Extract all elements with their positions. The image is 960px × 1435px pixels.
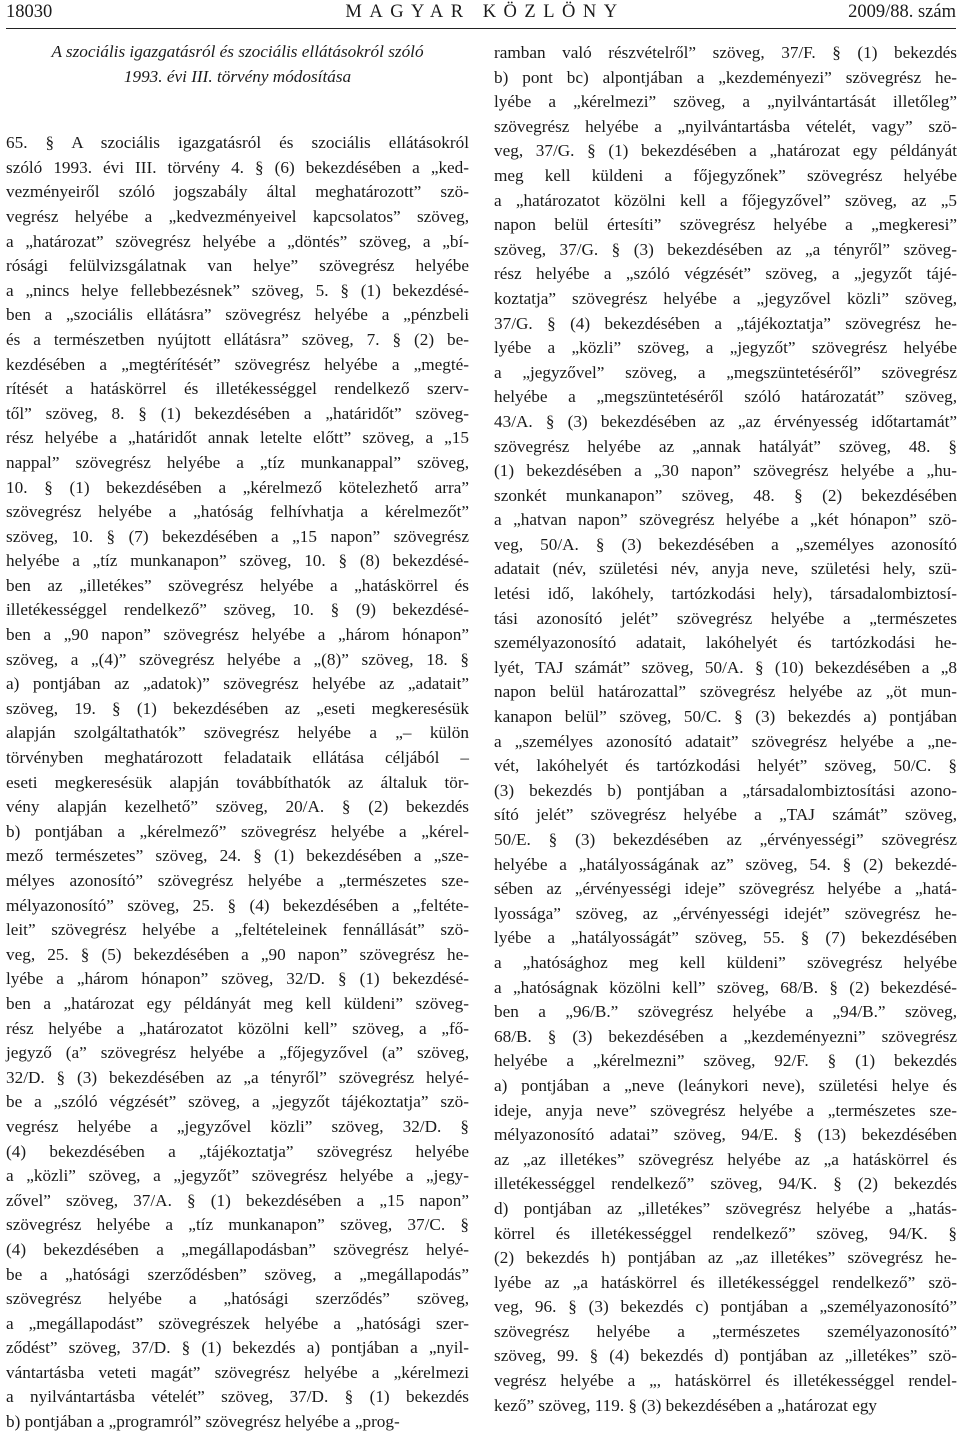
text-line: a „személyes azonosító adatait” szövegrész helyébe a „ne- (494, 731, 957, 751)
text-line: a) pontjában az „adatok)” szövegrész helyébe az „adatait” (6, 674, 469, 694)
text-line: lyébe a „közli” szöveg, a „jegyzőt” szövegrész helyébe (494, 338, 957, 358)
text-line: mélyazonosító adatai” szöveg, 94/E. § (13) bekezdésében (494, 1125, 957, 1145)
text-line: ben a „szociális ellátásra” szövegrész helyébe a „pénzbeli (6, 305, 469, 325)
text-line: szövegrész helyébe a „természetes személyazonosító” (494, 1321, 957, 1341)
text-line: be a „hatósági szerződésben” szöveg, a „megállapodás” (6, 1264, 469, 1284)
text-line: a nyilvántartásba vételét” szöveg, 37/D. § (1) bekezdés (6, 1387, 469, 1407)
text-line: és a természetben nyújtott ellátásra” szöveg, 7. § (2) be- (6, 329, 469, 349)
text-line: veg, 37/G. § (1) bekezdésében a „határozat egy példányát (494, 141, 957, 161)
text-line: szövegrész helyébe a „tíz munkanapon” szöveg, 37/C. § (6, 1215, 469, 1235)
text-line: szonkét munkanapon” szöveg, 48. § (2) bekezdésében (494, 485, 957, 505)
text-line: lyét, TAJ számát” szöveg, 50/A. § (10) bekezdésében a „8 (494, 657, 957, 677)
text-line: szöveg, 37/G. § (3) bekezdésében az „a tényről” szöveg- (494, 239, 957, 259)
text-line: a) pontjában a „neve (leánykori neve), születési helye és (494, 1075, 957, 1095)
text-line: rész helyébe a „szóló végzését” szöveg, a „jegyzőt tájé- (494, 264, 957, 284)
text-line: rósági felülvizsgálatnak van helye” szövegrész helyébe (6, 256, 469, 276)
issue-number: 2009/88. szám (848, 2, 956, 22)
text-line: adatait (név, születési név, anyja neve, születési hely, szü- (494, 559, 957, 579)
text-line: mélyes azonosító” szövegrész helyébe a „természetes sze- (6, 871, 469, 890)
text-line: rész helyébe a „határozatot közölni kell” szöveg, a „fő- (6, 1018, 469, 1038)
text-line: vegrész helyébe a „kedvezményeivel kapcsolatos” szöveg, (6, 206, 469, 226)
text-line: kezdésében a „megtérítését” szövegrész helyébe a „megté- (6, 354, 469, 374)
text-line: letési idő, lakóhely, tartózkodási hely), társadalombiztosí- (494, 584, 957, 604)
text-line: lyébe a „három hónapon” szöveg, 32/D. § (1) bekezdésé- (6, 969, 469, 989)
text-line: jegyző (a” szövegrész helyébe a „főjegyzővel (a” szöveg, (6, 1043, 469, 1063)
text-line: 68/B. § (3) bekezdésében a „kezdeményezni” szövegrész (494, 1026, 957, 1046)
text-line: koztatja” szövegrész helyébe a „jegyzővel közli” szöveg, (494, 288, 957, 308)
text-line: b) pontjában a „kérelmező” szövegrész helyébe a „kérel- (6, 821, 469, 841)
text-line: ben a „90 napon” szövegrész helyébe a „három hónapon” (6, 625, 469, 645)
text-line: (4) bekezdésében a „tájékoztatja” szövegrész helyébe (6, 1141, 469, 1161)
right-column (494, 41, 957, 1418)
text-line: szöveg, 19. § (1) bekezdésében az „eseti megkeresésük (6, 698, 469, 718)
text-line: (3) bekezdés b) pontjában a „társadalombiztosítási azono- (494, 780, 957, 800)
text-line: lyébe a „hatályosságát” szöveg, 55. § (7) bekezdésében (494, 928, 957, 948)
text-line: a „nincs helye fellebbezésnek” szöveg, 5. § (1) bekezdésé- (6, 280, 469, 300)
text-line: lyébe a „kérelmezi” szöveg, a „nyilvántartását illetőleg” (494, 92, 957, 112)
text-line: lyossága” szöveg, az „érvényességi idejét” szövegrész he- (494, 903, 957, 923)
text-line: a „határozat” szövegrész helyébe a „döntés” szöveg, a „bí- (6, 231, 469, 251)
section-title-line: 1993. évi III. törvény módosítása (123, 66, 352, 86)
text-line: zővel” szöveg, 37/A. § (1) bekezdésében a „15 napon” (6, 1190, 469, 1210)
text-line: ideje, anyja neve” szövegrész helyébe a „természetes sze- (494, 1100, 957, 1120)
text-line: 43/A. § (3) bekezdésében az „az érvényesség időtartamát” (494, 411, 957, 431)
text-line: a „határozatot közölni kell a főjegyzővel” szöveg, az „5 (494, 190, 957, 210)
text-line: ben a „96/B.” szövegrész helyébe a „94/B.” szöveg, (494, 1002, 957, 1022)
text-line: be a „szóló végzését” szöveg, a „jegyzőt tájékoztatja” szö- (6, 1092, 469, 1112)
text-line: vezményeiről szóló jogszabály által meghatározott” szö- (6, 182, 469, 202)
left-column (6, 40, 469, 1435)
text-line: a „hatóságnak közölni kell” szöveg, 68/B. § (2) bekezdésé- (494, 977, 957, 997)
text-line: szövegrész helyébe a „hatóság felhívhatja a kérelmezőt” (6, 502, 469, 522)
text-line: vét, lakóhelyét és tartózkodási helyét” szöveg, 50/C. § (494, 756, 957, 776)
page-header (6, 2, 956, 29)
text-line: a „közli” szöveg, a „jegyzőt” szövegrész helyébe a „jegy- (6, 1166, 469, 1186)
text-line: kanapon belül” szöveg, 50/C. § (3) bekezdés a) pontjában (494, 707, 957, 727)
text-line: szöveg, a „(4)” szövegrész helyébe a „(8)” szöveg, 18. § (6, 649, 469, 669)
text-line: vegrész helyébe a „jegyzővel közli” szöveg, 32/D. § (6, 1116, 469, 1136)
text-line: napon belül értesíti” szövegrész helyébe a „megkeresi” (494, 215, 957, 235)
text-line: vegrész helyébe a „, hatáskörrel és illetékességgel rendel- (494, 1371, 957, 1391)
text-line: rész helyébe a „határidőt annak letelte előtt” szöveg, a „15 (6, 428, 469, 448)
text-line: veg, 25. § (5) bekezdésében a „90 napon” szövegrész he- (6, 944, 469, 964)
text-line: ramban való részvételről” szöveg, 37/F. § (1) bekezdés (494, 43, 957, 62)
text-line: mező természetes” szöveg, 24. § (1) bekezdésében a „sze- (6, 846, 469, 866)
text-line: b) pontjában a „programról” szövegrész helyébe a „prog- (6, 1412, 400, 1432)
right-body-text (494, 41, 957, 1418)
text-line: sében az „érvényességi ideje” szövegrész helyébe a „hatá- (494, 879, 957, 899)
text-line: szövegrész helyébe a „hatósági szerződés” szöveg, (6, 1289, 469, 1309)
text-line: helyébe a „hatályosságának az” szöveg, 54. § (2) bekezdé- (494, 854, 957, 874)
text-line: szöveg, 10. § (7) bekezdésében a „15 napon” szövegrész (6, 526, 469, 546)
text-line: től” szöveg, 8. § (1) bekezdésében a „határidőt” szöveg- (6, 403, 469, 423)
text-line: 65. § A szociális igazgatásról és szociális ellátásokról (6, 133, 469, 153)
text-line: 50/E. § (3) bekezdésében az „érvényességi” szövegrész (494, 830, 957, 849)
text-line: vény alapján kezelhető” szöveg, 20/A. § (2) bekezdés (6, 797, 469, 817)
page-number: 18030 (6, 2, 53, 22)
text-line: b) pont bc) alpontjában a „kezdeményezi” szövegrész he- (494, 67, 957, 87)
section-title-line: A szociális igazgatásról és szociális ellátásokról szóló (51, 42, 424, 61)
text-line: nappal” szövegrész helyébe a „tíz munkanappal” szöveg, (6, 452, 469, 472)
text-line: sító jelét” szövegrész helyébe a „TAJ számát” szöveg, (494, 805, 957, 825)
text-line: személyazonosító adatait, lakóhelyét és tartózkodási he- (494, 633, 957, 653)
text-line: tási azonosító jelét” szövegrész helyébe a „természetes (494, 608, 957, 628)
text-line: körrel és illetékességgel rendelkező” szöveg, 94/K. § (494, 1223, 957, 1243)
text-line: 37/G. § (4) bekezdésében a „tájékoztatja” szövegrész he- (494, 313, 957, 333)
title-spacer (6, 89, 469, 131)
journal-title: MAGYAR KÖZLÖNY (345, 2, 625, 22)
text-line: vántartásba veteti magát” szövegrész helyébe a „kérelmezi (6, 1362, 469, 1382)
text-line: veg, 50/A. § (3) bekezdésében a „személyes azonosító (494, 534, 957, 554)
text-line: az „az illetékes” szövegrész helyébe az „a hatáskörrel és (494, 1149, 957, 1169)
text-line: illetékességgel rendelkező” szöveg, 94/K. § (2) bekezdés (494, 1174, 957, 1194)
text-line: (2) bekezdés h) pontjában az „az illetékes” szövegrész he- (494, 1248, 957, 1268)
text-line: illetékességgel rendelkező” szöveg, 10. § (9) bekezdésé- (6, 600, 469, 620)
left-body-text (6, 131, 469, 1434)
text-line: a „hatvan napon” szövegrész helyébe a „két hónapon” szö- (494, 510, 957, 530)
text-line: napon belül határozattal” szövegrész helyébe az „öt mun- (494, 682, 957, 702)
text-line: ben a „határozat egy példányát meg kell küldeni” szöveg- (6, 993, 469, 1013)
text-line: eseti megkeresésük alapján továbbíthatók az általuk tör- (6, 772, 469, 792)
text-line: d) pontjában az „illetékes” szövegrész helyébe a „hatás- (494, 1198, 957, 1218)
text-line: szövegrész helyébe a „nyilvántartásba vételét, vagy” szö- (494, 116, 957, 136)
text-line: lyébe az „a hatáskörrel és illetékességgel rendelkező” szö- (494, 1272, 957, 1292)
text-line: a „hatósághoz meg kell küldeni” szövegrész helyébe (494, 952, 957, 972)
text-line: a „megállapodást” szövegrészek helyébe a „hatósági szer- (6, 1313, 469, 1333)
text-line: leit” szövegrész helyébe a „feltételeinek fennállását” szö- (6, 920, 469, 940)
text-line: meg kell küldeni a főjegyzőnek” szövegrész helyébe (494, 165, 957, 185)
text-line: (1) bekezdésében a „30 napon” szövegrész helyébe a „hu- (494, 461, 957, 481)
text-line: veg, 96. § (3) bekezdés c) pontjában a „személyazonosító” (494, 1297, 957, 1317)
text-line: mélyazonosító” szöveg, 25. § (4) bekezdésében a „feltéte- (6, 895, 469, 915)
text-line: 10. § (1) bekezdésében a „kérelmező kötelezhető arra” (6, 477, 469, 497)
text-line: a „jegyzővel” szöveg, a „megszüntetéséről” szövegrész (494, 362, 957, 382)
text-line: kező” szöveg, 119. § (3) bekezdésében a „határozat egy (494, 1395, 878, 1415)
text-line: szóló 1993. évi III. törvény 4. § (6) bekezdésében a „ked- (6, 157, 469, 177)
text-line: helyébe a „tíz munkanapon” szöveg, 10. § (8) bekezdésé- (6, 551, 469, 571)
text-line: helyébe a „megszüntetéséről szóló határozatát” szöveg, (494, 387, 957, 407)
text-line: ben az „illetékes” szövegrész helyébe a „hatáskörrel és (6, 575, 469, 595)
text-line: törvényben meghatározott feladataik ellátása céljából – (6, 748, 469, 768)
text-line: rítését a hatáskörrel és illetékességgel rendelkező szerv- (6, 379, 469, 399)
text-line: helyébe a „kérelmezni” szöveg, 92/F. § (1) bekezdés (494, 1051, 957, 1071)
text-line: alapján szolgáltathatók” szövegrész helyébe a „– külön (6, 723, 469, 743)
text-line: (4) bekezdésében a „megállapodásban” szövegrész helyé- (6, 1239, 469, 1259)
text-line: szöveg, 99. § (4) bekezdés d) pontjában az „illetékes” szö- (494, 1346, 957, 1366)
text-line: ződést” szöveg, 37/D. § (1) bekezdés a) pontjában a „nyil- (6, 1338, 469, 1358)
text-line: szövegrész helyébe az „annak hatályát” szöveg, 48. § (494, 436, 957, 456)
text-line: 32/D. § (3) bekezdésében az „a tényről” szövegrész helyé- (6, 1067, 469, 1087)
